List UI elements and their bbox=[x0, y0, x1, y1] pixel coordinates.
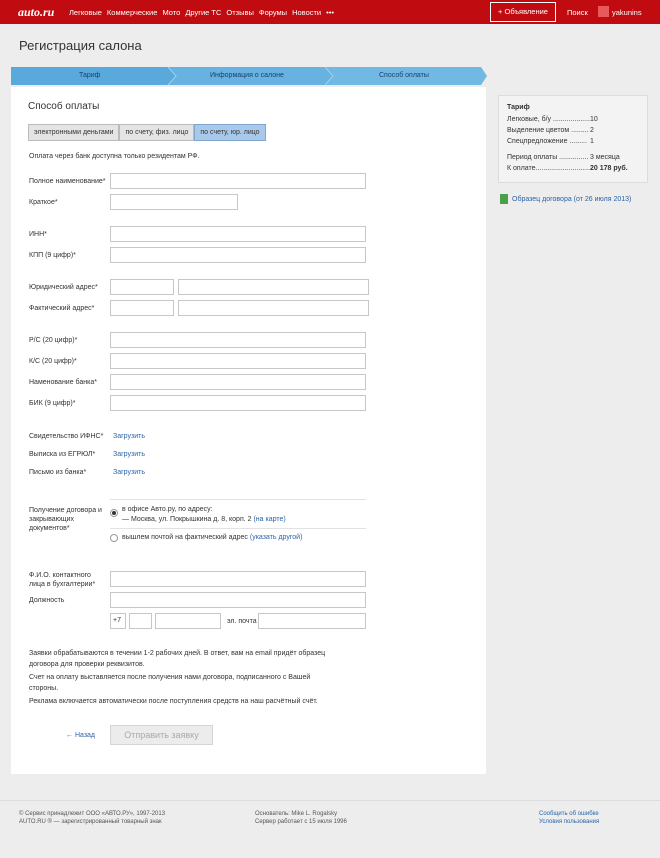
contact-label: Ф.И.О. контактного лица в бухгалтерии* bbox=[29, 572, 96, 588]
office-address: — Москва, ул. Покрышкина д. 8, корп. 2 (на карте) bbox=[122, 516, 286, 523]
email-input[interactable] bbox=[258, 613, 366, 629]
delivery-mid-divider bbox=[110, 528, 366, 529]
tab-e-money[interactable]: электронными деньгами bbox=[28, 124, 119, 141]
inn-input[interactable] bbox=[110, 226, 366, 242]
ifns-upload-link[interactable]: Загрузить bbox=[113, 433, 145, 440]
rs-label: Р/С (20 цифр)* bbox=[29, 337, 78, 344]
tariff-total-value: 20 178 руб. bbox=[590, 165, 628, 172]
actual-address-label: Фактический адрес* bbox=[29, 305, 95, 312]
step-payment: Способ оплаты bbox=[379, 72, 429, 79]
avatar[interactable] bbox=[598, 6, 609, 17]
delivery-office-radio[interactable] bbox=[110, 509, 118, 517]
contract-sample-link[interactable]: Образец договора (от 26 июля 2013) bbox=[512, 195, 632, 203]
page-title: Регистрация салона bbox=[19, 38, 142, 53]
bank-letter-label: Письмо из банка* bbox=[29, 469, 87, 476]
more-icon[interactable]: ••• bbox=[326, 8, 335, 17]
payment-tabs bbox=[28, 124, 266, 141]
add-listing-button[interactable]: + Объявление bbox=[490, 2, 556, 22]
step-salon-info: Информация о салоне bbox=[210, 72, 284, 79]
kpp-label: КПП (9 цифр)* bbox=[29, 252, 76, 259]
inn-label: ИНН* bbox=[29, 231, 47, 238]
ks-label: К/С (20 цифр)* bbox=[29, 358, 77, 365]
note-invoice: Счет на оплату выставляется после получения нами договора, подписанного с Вашей стороны. bbox=[29, 674, 311, 692]
bik-input[interactable] bbox=[110, 395, 366, 411]
delivery-top-divider bbox=[110, 499, 366, 500]
back-link[interactable]: ← Назад bbox=[66, 732, 96, 739]
nav-item-news[interactable]: Новости bbox=[292, 8, 322, 17]
ifns-label: Свидетельство ИФНС* bbox=[29, 433, 104, 440]
nav-item-forums[interactable]: Форумы bbox=[258, 8, 288, 17]
egrul-upload-link[interactable]: Загрузить bbox=[113, 451, 145, 458]
delivery-office-label: в офисе Авто.ру, по адресу: bbox=[122, 506, 213, 513]
username-link[interactable]: yakunins bbox=[612, 8, 642, 17]
full-name-input[interactable] bbox=[110, 173, 366, 189]
tariff-row-label: Выделение цветом ......... bbox=[507, 127, 589, 134]
tab-legal-entity[interactable]: по счету, юр. лицо bbox=[194, 124, 265, 141]
footer-founder: Основатель: Mike L. Rogalsky Сервер работает с 15 июля 1996 bbox=[255, 811, 347, 825]
legal-index-input[interactable] bbox=[110, 279, 174, 295]
bik-label: БИК (9 цифр)* bbox=[29, 400, 76, 407]
tariff-row-label: Легковые, б/у ................... bbox=[507, 116, 590, 123]
progress-steps bbox=[11, 67, 485, 85]
bank-name-input[interactable] bbox=[110, 374, 366, 390]
short-name-input[interactable] bbox=[110, 194, 238, 210]
nav-item-other[interactable]: Другие ТС bbox=[185, 8, 222, 17]
egrul-label: Выписка из ЕГРЮЛ* bbox=[29, 451, 96, 458]
rs-input[interactable] bbox=[110, 332, 366, 348]
site-logo[interactable]: auto.ru bbox=[18, 5, 55, 19]
terms-link[interactable]: Условия пользования bbox=[539, 819, 600, 825]
email-label: эл. почта bbox=[227, 618, 257, 625]
kpp-input[interactable] bbox=[110, 247, 366, 263]
tariff-row-label: К оплате............................. bbox=[507, 165, 592, 172]
tariff-row-label: Период оплаты ............... bbox=[507, 154, 589, 161]
submit-button[interactable]: Отправить заявку bbox=[110, 725, 213, 745]
phone-number-input[interactable] bbox=[155, 613, 221, 629]
phone-prefix: +7 bbox=[110, 613, 126, 629]
bank-name-label: Наменование банка* bbox=[29, 379, 98, 386]
full-name-label: Полное наименование* bbox=[29, 178, 106, 185]
nav-item-reviews[interactable]: Отзывы bbox=[226, 8, 254, 17]
delivery-mail-label: вышлем почтой на фактический адрес (указать другой) bbox=[122, 534, 303, 541]
tariff-row-label: Спецпредложение ......... bbox=[507, 138, 587, 145]
footer-divider bbox=[0, 800, 660, 801]
legal-address-label: Юридический адрес* bbox=[29, 284, 98, 291]
map-link[interactable]: (на карте) bbox=[253, 516, 286, 523]
nav-item-commercial[interactable]: Коммерческие bbox=[106, 8, 158, 17]
main-nav bbox=[69, 8, 334, 17]
report-error-link[interactable]: Сообщить об ошибке bbox=[539, 811, 599, 817]
tariff-summary bbox=[498, 95, 648, 183]
footer-copyright: © Сервис принадлежит ООО «АВТО.РУ», 1997-2013 AUTO.RU ® — зарегистрированный товарный знак bbox=[19, 811, 166, 825]
top-bar bbox=[0, 0, 660, 24]
position-input[interactable] bbox=[110, 592, 366, 608]
tariff-row-value: 10 bbox=[590, 116, 598, 123]
tariff-row-value: 2 bbox=[590, 127, 594, 134]
nav-item-moto[interactable]: Мото bbox=[162, 8, 181, 17]
contract-sample bbox=[500, 194, 631, 204]
phone-code-input[interactable] bbox=[129, 613, 152, 629]
tariff-row-value: 3 месяца bbox=[590, 154, 620, 161]
section-title: Способ оплаты bbox=[28, 101, 100, 112]
document-icon bbox=[500, 194, 508, 204]
main-panel bbox=[11, 87, 486, 774]
delivery-mail-radio[interactable] bbox=[110, 534, 118, 542]
step-tariff: Тариф bbox=[79, 72, 101, 79]
short-name-label: Краткое* bbox=[29, 199, 58, 206]
documents-label: Получение договора и закрывающих документов* bbox=[29, 507, 102, 532]
actual-index-input[interactable] bbox=[110, 300, 174, 316]
note-processing: Заявки обрабатываются в течении 1-2 рабочих дней. В ответ, вам на email придёт образец договора для проверки реквизитов. bbox=[29, 650, 326, 668]
ks-input[interactable] bbox=[110, 353, 366, 369]
tariff-row-value: 1 bbox=[590, 138, 594, 145]
nav-item-cars[interactable]: Легковые bbox=[69, 8, 102, 17]
tariff-title: Тариф bbox=[507, 104, 530, 111]
note-ads: Реклама включается автоматически после поступления средств на наш расчётный счёт. bbox=[29, 698, 318, 705]
other-address-link[interactable]: (указать другой) bbox=[249, 534, 303, 541]
actual-address-input[interactable] bbox=[178, 300, 369, 316]
footer-links bbox=[539, 810, 599, 826]
tab-individual[interactable]: по счету, физ. лицо bbox=[119, 124, 194, 141]
search-link[interactable]: Поиск bbox=[567, 8, 588, 17]
bank-note: Оплата через банк доступна только резидентам РФ. bbox=[29, 153, 200, 160]
bank-letter-upload-link[interactable]: Загрузить bbox=[113, 469, 145, 476]
position-label: Должность bbox=[29, 597, 65, 604]
legal-address-input[interactable] bbox=[178, 279, 369, 295]
contact-name-input[interactable] bbox=[110, 571, 366, 587]
